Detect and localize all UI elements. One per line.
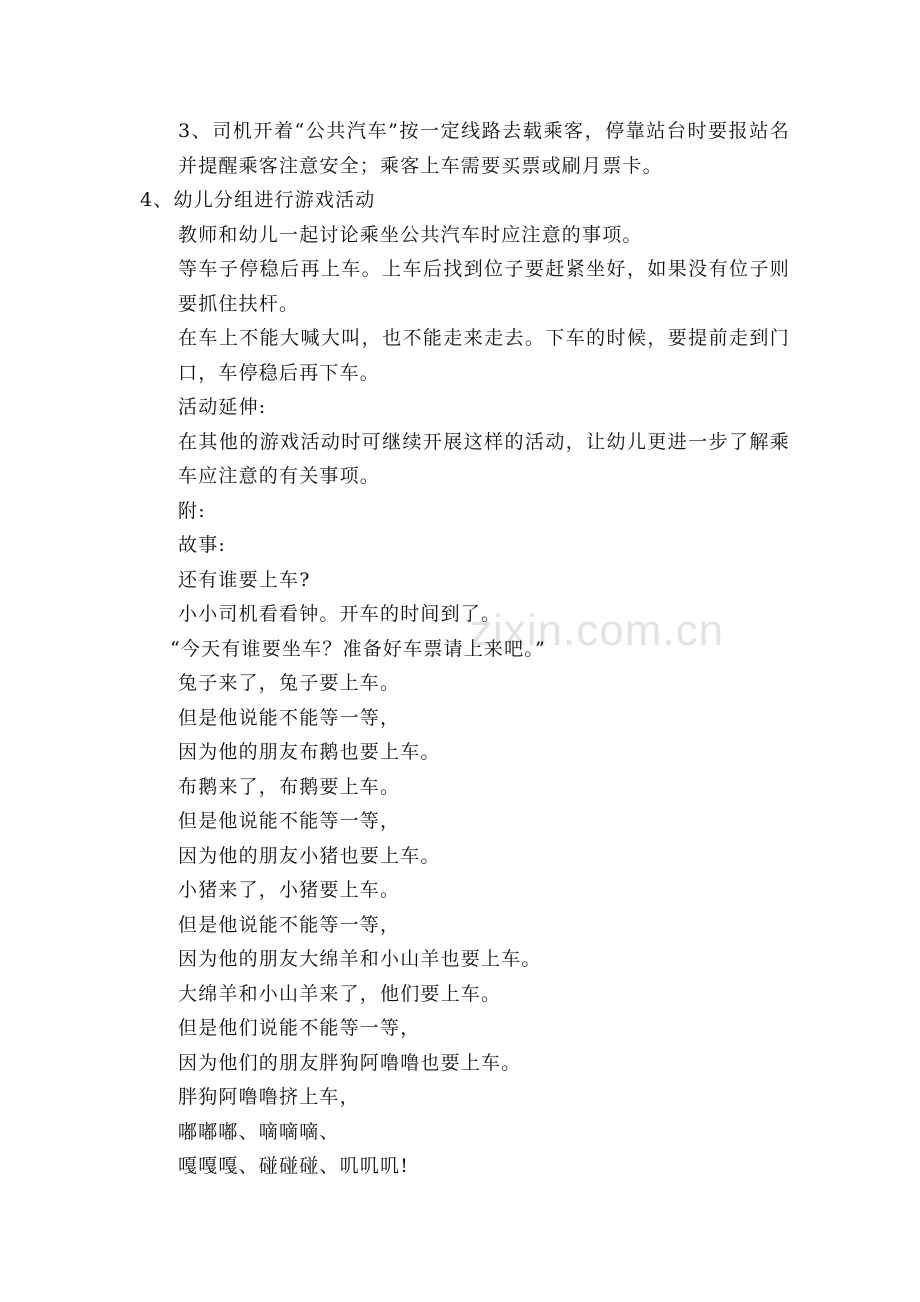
story-line: 大绵羊和小山羊来了，他们要上车。 (178, 982, 502, 1005)
story-line: 因为他的朋友大绵羊和小山羊也要上车。 (178, 948, 542, 970)
story-line: 因为他的朋友布鹅也要上车。 (178, 741, 441, 763)
document-body (140, 114, 790, 1184)
story-line: 因为他的朋友小猪也要上车。 (178, 844, 441, 867)
story-line: 嘟嘟嘟、嘀嘀嘀、 (178, 1120, 340, 1143)
paragraph-appendix-heading: 附: (178, 499, 206, 522)
story-line: 因为他们的朋友胖狗阿噜噜也要上车。 (178, 1051, 522, 1074)
paragraph-step-4-heading: 4、幼儿分组进行游戏活动 (140, 189, 376, 211)
watermark: zixin.com.cn (470, 606, 725, 655)
story-line: “今天有谁要坐车？准备好车票请上来吧。” (170, 637, 546, 660)
story-line: 但是他说能不能等一等， (178, 810, 401, 832)
paragraph-extension-heading: 活动延伸: (178, 396, 267, 418)
paragraph-step-3: 3、司机开着“公共汽车”按一定线路去载乘客，停靠站台时要报站名并提醒乘客注意安全；乘客上车需要买票或刷月票卡。 (178, 120, 790, 177)
story-line: 但是他说能不能等一等， (178, 706, 401, 729)
story-line: 兔子来了，兔子要上车。 (178, 672, 401, 694)
story-line: 但是他说能不能等一等， (178, 913, 401, 936)
paragraph-rule-riding: 在车上不能大喊大叫，也不能走来走去。下车的时候，要提前走到门口，车停稳后再下车。 (178, 327, 790, 384)
paragraph-extension: 在其他的游戏活动时可继续开展这样的活动，让幼儿更进一步了解乘车应注意的有关事项。 (178, 430, 790, 487)
story-title: 还有谁要上车? (178, 568, 311, 591)
paragraph-story-heading: 故事: (178, 534, 227, 556)
story-line: 布鹅来了，布鹅要上车。 (178, 775, 401, 798)
story-line: 嘎嘎嘎、碰碰碰、叽叽叽! (178, 1155, 410, 1177)
story-line: 但是他们说能不能等一等， (178, 1017, 421, 1039)
story-line: 小小司机看看钟。开车的时间到了。 (178, 603, 502, 625)
paragraph-rule-boarding: 等车子停稳后再上车。上车后找到位子要赶紧坐好，如果没有位子则要抓住扶杆。 (178, 258, 790, 315)
paragraph-discussion: 教师和幼儿一起讨论乘坐公共汽车时应注意的事项。 (178, 223, 643, 246)
story-line: 小猪来了，小猪要上车。 (178, 879, 401, 901)
story-line: 胖狗阿噜噜挤上车， (178, 1086, 360, 1108)
